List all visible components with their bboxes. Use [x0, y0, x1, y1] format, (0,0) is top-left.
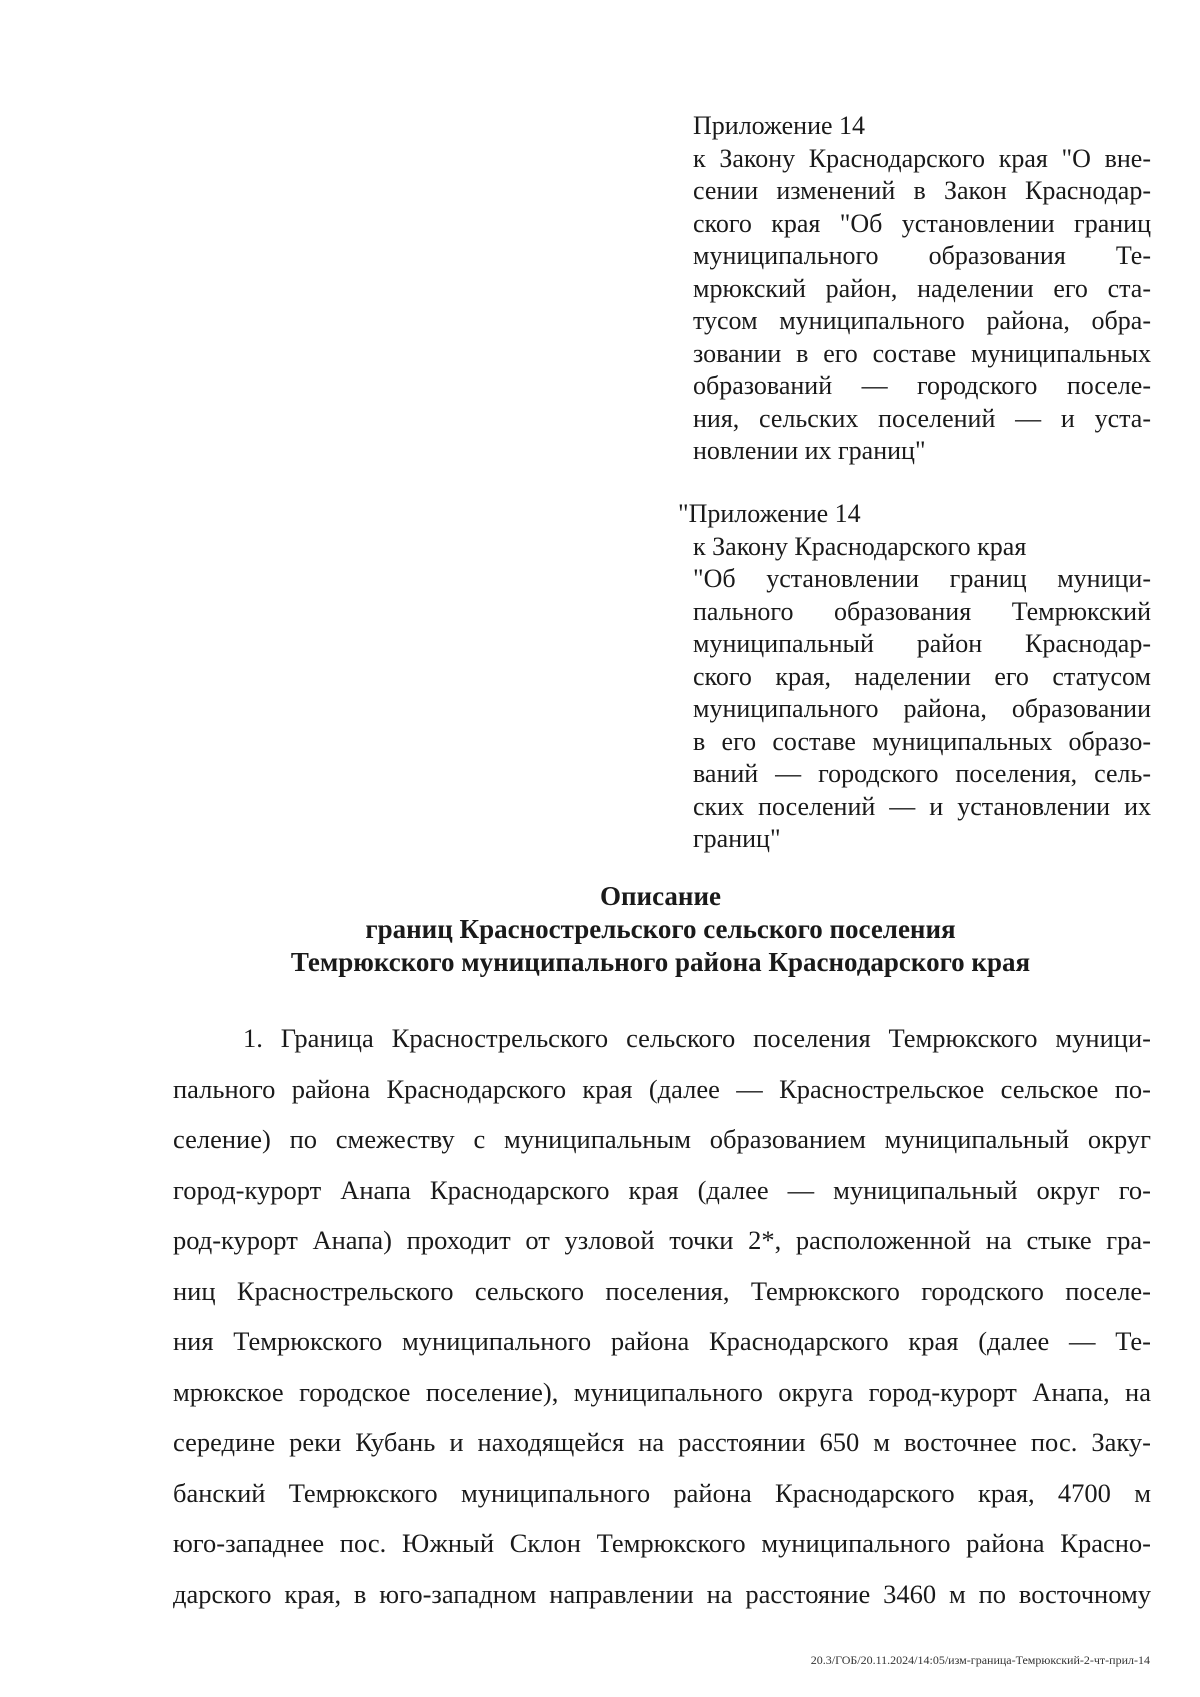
appendix-line: Приложение 14: [693, 111, 866, 140]
appendix-line: "Об установлении границ муници-: [693, 564, 1151, 593]
appendix-line: муниципального района, образовании: [693, 694, 1151, 723]
title-line: Описание: [599, 881, 722, 911]
body-line: пального района Краснодарского края (далее — Краснострельское сельское по-: [173, 1073, 1151, 1104]
body-line: 1. Граница Краснострельского сельского поселения Темрюкского муници-: [243, 1023, 1151, 1053]
appendix-line: ского края "Об установлении границ: [693, 208, 1151, 238]
body-line: ниц Краснострельского сельского поселения, Темрюкского городского поселе-: [173, 1275, 1151, 1306]
appendix-line: пального образования Темрюкский: [693, 596, 1151, 626]
body-line: мрюкское городское поселение), муниципального округа город-курорт Анапа, на: [173, 1376, 1151, 1407]
document-footer-code: 20.3/ГОБ/20.11.2024/14:05/изм-граница-Темрюкский-2-чт-прил-14: [810, 1653, 1150, 1667]
body-line: дарского края, в юго-западном направлении на расстояние 3460 м по восточному: [173, 1578, 1151, 1609]
body-paragraph: [173, 1013, 1151, 1619]
appendix-line: к Закону Краснодарского края: [693, 531, 1027, 561]
appendix-line: ских поселений — и установлении их: [693, 791, 1151, 821]
appendix-line: мрюкский район, наделении его ста-: [693, 273, 1151, 303]
title-line: Темрюкского муниципального района Краснодарского края: [290, 947, 1031, 977]
appendix-line: к Закону Краснодарского края "О вне-: [693, 143, 1151, 173]
appendix-line: сении изменений в Закон Краснодар-: [693, 176, 1151, 205]
body-line: середине реки Кубань и находящейся на расстоянии 650 м восточнее пос. Заку-: [173, 1427, 1151, 1457]
appendix-line: муниципальный район Краснодар-: [693, 629, 1151, 658]
appendix-line: зовании в его составе муниципальных: [693, 338, 1151, 368]
appendix-line: границ": [693, 824, 781, 853]
document-title: [170, 880, 1151, 979]
appendix-line: "Приложение 14: [678, 499, 861, 528]
appendix-line: тусом муниципального района, обра-: [693, 306, 1151, 335]
appendix-line: муниципального образования Те-: [693, 241, 1151, 270]
appendix-line: новлении их границ": [693, 436, 926, 465]
body-line: банский Темрюкского муниципального района Краснодарского края, 4700 м: [173, 1477, 1151, 1508]
appendix-line: ского края, наделении его статусом: [693, 661, 1151, 691]
body-line: город-курорт Анапа Краснодарского края (далее — муниципальный округ го-: [173, 1174, 1151, 1205]
appendix-line: образований — городского поселе-: [693, 371, 1151, 400]
body-line: род-курорт Анапа) проходит от узловой точки 2*, расположенной на стыке гра-: [173, 1225, 1151, 1255]
appendix-line: ваний — городского поселения, сель-: [693, 759, 1151, 788]
appendix-header-original: [678, 498, 1151, 856]
title-line: границ Краснострельского сельского поселения: [365, 914, 956, 944]
appendix-header-amendment: [693, 110, 1151, 468]
body-line: юго-западнее пос. Южный Склон Темрюкского муниципального района Красно-: [173, 1528, 1151, 1558]
appendix-line: в его составе муниципальных образо-: [693, 726, 1151, 756]
appendix-line: ния, сельских поселений — и уста-: [693, 403, 1151, 433]
body-line: ния Темрюкского муниципального района Краснодарского края (далее — Те-: [173, 1326, 1151, 1356]
body-line: селение) по смежеству с муниципальным образованием муниципальный округ: [173, 1124, 1151, 1154]
